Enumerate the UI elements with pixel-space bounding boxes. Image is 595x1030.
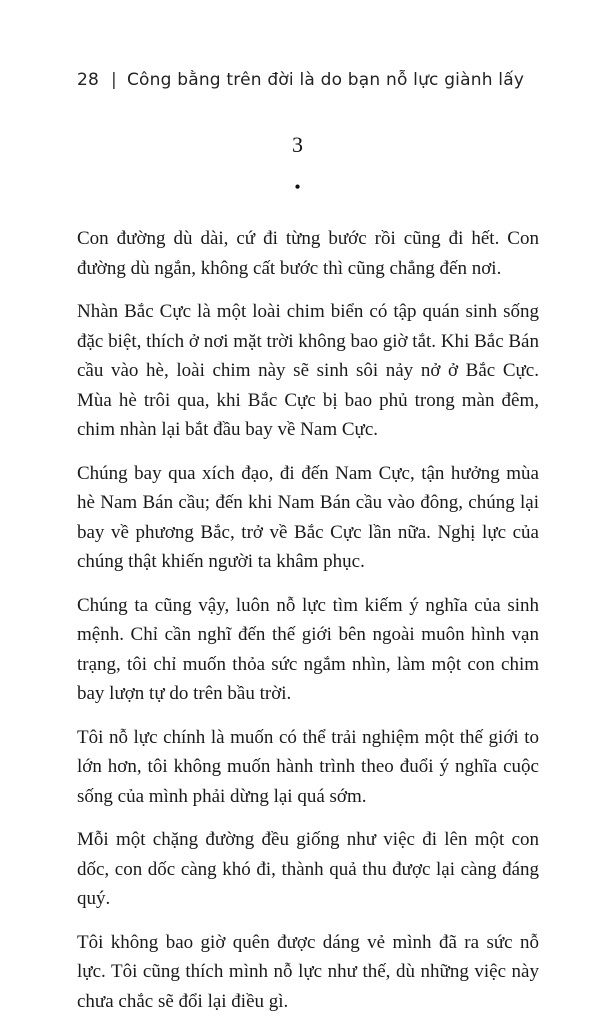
chapter-ornament: • — [294, 177, 301, 197]
page-number: 28 — [77, 70, 100, 90]
book-title: Công bằng trên đời là do bạn nỗ lực giành lấy — [126, 70, 525, 90]
paragraph: Tôi không bao giờ quên được dáng vẻ mình đã ra sức nỗ lực. Tôi cũng thích mình nỗ lực như thế, dù những việc này chưa chắc sẽ đổi lại điều gì. — [77, 931, 539, 1012]
chapter-number: 3 — [292, 132, 303, 157]
paragraph: Tôi nỗ lực chính là muốn có thể trải nghiệm một thế giới to lớn hơn, tôi không muốn hành trình theo đuổi ý nghĩa cuộc sống của mình phải dừng lại quá sớm. — [77, 726, 539, 807]
chapter-body — [77, 224, 539, 1030]
paragraph: Chúng ta cũng vậy, luôn nỗ lực tìm kiếm ý nghĩa của sinh mệnh. Chỉ cần nghĩ đến thế giới bên ngoài muôn hình vạn trạng, tôi chỉ muốn thỏa sức ngắm nhìn, làm một con chim bay lượn tự do trên bầu trời. — [77, 594, 539, 704]
paragraph: Con đường dù dài, cứ đi từng bước rồi cũng đi hết. Con đường dù ngắn, không cất bước thì cũng chẳng đến nơi. — [77, 228, 539, 279]
paragraph: Nhàn Bắc Cực là một loài chim biển có tập quán sinh sống đặc biệt, thích ở nơi mặt trời không bao giờ tắt. Khi Bắc Bán cầu vào hè, loài chim này sẽ sinh sôi nảy nở ở Bắc Cực. Mùa hè trôi qua, khi Bắc Cực bị bao phủ trong màn đêm, chim nhàn lại bắt đầu bay về Nam Cực. — [77, 301, 539, 440]
running-header — [77, 70, 524, 90]
paragraph: Chúng bay qua xích đạo, đi đến Nam Cực, tận hưởng mùa hè Nam Bán cầu; đến khi Nam Bán cầu vào đông, chúng lại bay về phương Bắc, trở về Bắc Cực lần nữa. Nghị lực của chúng thật khiến người ta khâm phục. — [77, 462, 539, 572]
paragraph: Mỗi một chặng đường đều giống như việc đi lên một con dốc, con dốc càng khó đi, thành quả thu được lại càng đáng quý. — [77, 829, 539, 909]
header-separator: | — [111, 70, 117, 90]
